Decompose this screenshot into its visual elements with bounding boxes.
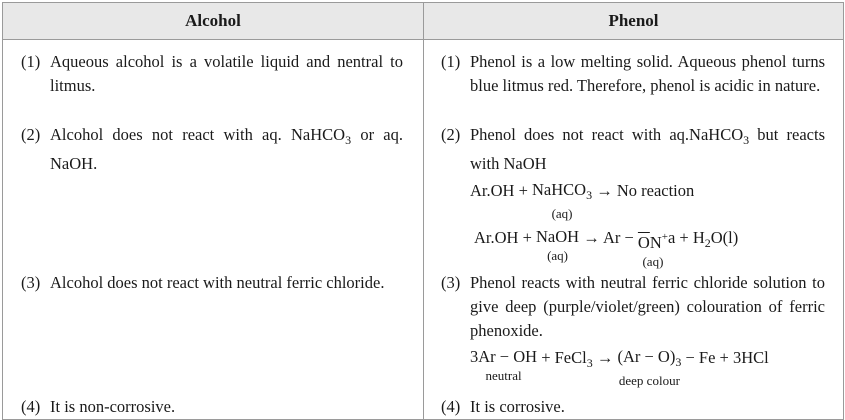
comparison-table-container [2, 2, 843, 416]
item-text: Alcohol does not react with neutral ferric chloride. [50, 272, 385, 292]
alcohol-cell [3, 40, 424, 121]
table-row [3, 121, 844, 269]
item-number: (2) [21, 124, 41, 144]
item-text: It is non-corrosive. [50, 396, 176, 416]
alcohol-cell [3, 121, 424, 269]
phenol-cell [424, 40, 844, 121]
item-text: Phenol does not react with aq.NaHCO$_3$ but reacts with NaOH Ar.OH + NaHCO$_3$ (aq) → No reaction Ar.OH + NaOH (aq) → Ar − $\overline{O}N^+$ (aq) $a + H_2O(l)$ [470, 124, 825, 269]
equation-naoh: Ar.OH + NaOH (aq) → Ar − $\overline{O}N^+$ (aq) $a + H_2O(l)$ [474, 226, 739, 269]
item-number: (4) [21, 396, 41, 416]
table-row [3, 40, 844, 121]
alcohol-cell [3, 389, 424, 420]
alcohol-phenol-table [2, 2, 844, 420]
item-text: Aqueous alcohol is a volatile liquid and nentral to litmus. [50, 52, 403, 95]
header-phenol: Phenol [424, 3, 844, 40]
header-alcohol: Alcohol [3, 3, 424, 40]
item-number: (1) [441, 52, 461, 71]
item-number: (4) [441, 396, 461, 416]
item-text: Alcohol does not react with aq. NaHCO$_3$ or aq. NaOH. [50, 124, 403, 173]
table-row [3, 269, 844, 389]
phenol-cell [424, 269, 844, 389]
phenol-cell [424, 121, 844, 269]
item-text: It is corrosive. [470, 396, 565, 416]
item-number: (1) [21, 52, 41, 71]
table-row [3, 389, 844, 420]
equation-nahco3: Ar.OH + NaHCO$_3$ (aq) → No reaction [470, 179, 695, 221]
header-row [3, 3, 844, 40]
item-number: (3) [441, 272, 461, 292]
item-number: (3) [21, 272, 41, 292]
alcohol-cell [3, 269, 424, 389]
item-text: Phenol reacts with neutral ferric chloride solution to give deep (purple/violet/green) colouration of ferric phenoxide. 3Ar − OH neutral + FeCl$_3$ → $(Ar - O)_3$ deep colour − Fe + 3HCl [470, 272, 825, 388]
equation-fecl3: 3Ar − OH neutral + FeCl$_3$ → $(Ar - O)_3$ deep colour − Fe + 3HCl [470, 346, 769, 388]
phenol-cell [424, 389, 844, 420]
item-number: (2) [441, 124, 461, 144]
item-text: Phenol is a low melting solid. Aqueous phenol turns blue litmus red. Therefore, phenol is acidic in nature. [470, 52, 825, 95]
